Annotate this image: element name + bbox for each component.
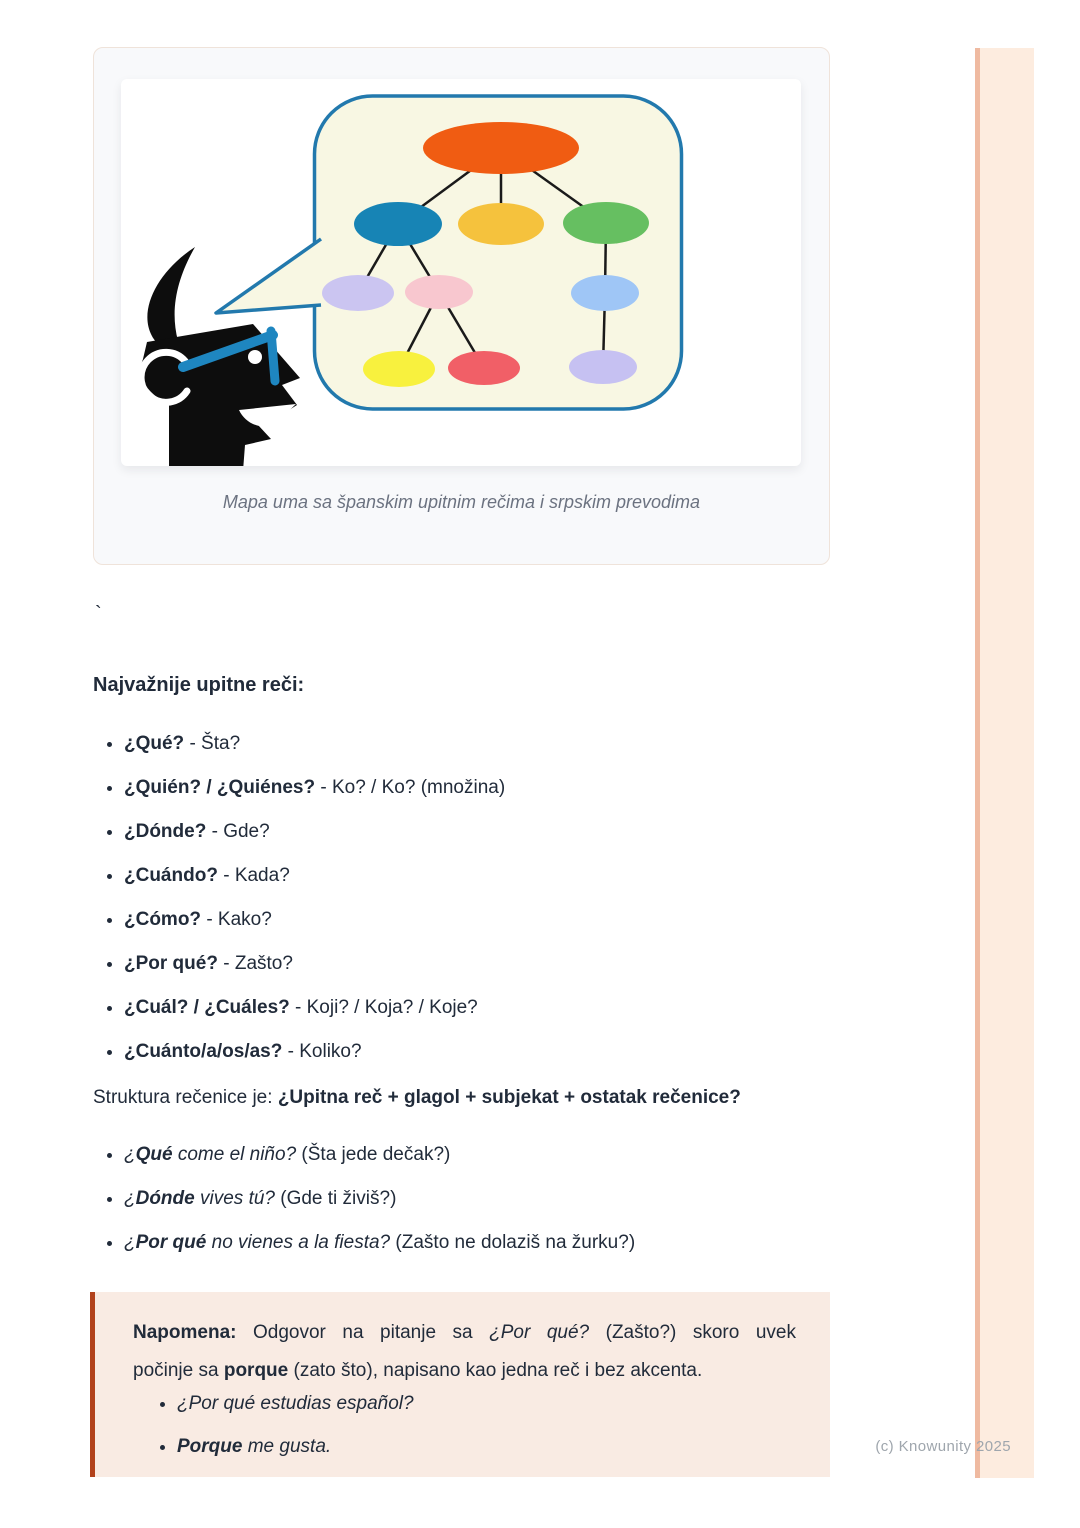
list-item: • ¿Por qué no vienes a la fiesta? (Zašto ne dolaziš na žurku?) bbox=[124, 1232, 813, 1254]
note-callout bbox=[90, 1292, 830, 1477]
note-line-1: Napomena: Odgovor na pitanje sa ¿Por qué? (Zašto?) skoro uvek bbox=[133, 1322, 796, 1343]
side-stripe-panel bbox=[980, 48, 1034, 1478]
sentence-structure-line: Struktura rečenice je: ¿Upitna reč + glagol + subjekat + ostatak rečenice? bbox=[93, 1087, 741, 1108]
question-words-list bbox=[93, 733, 813, 1085]
list-item: • ¿Dónde? - Gde? bbox=[124, 821, 813, 843]
stray-backtick: ` bbox=[95, 603, 102, 625]
mindmap-illustration bbox=[121, 79, 801, 466]
list-item: • ¿Quién? / ¿Quiénes? - Ko? / Ko? (množina) bbox=[124, 777, 813, 799]
figure-caption: Mapa uma sa španskim upitnim rečima i srpskim prevodima bbox=[222, 492, 701, 512]
copyright-watermark: (c) Knowunity 2025 bbox=[875, 1438, 1011, 1455]
mindmap-node-green bbox=[563, 202, 649, 244]
note-text bbox=[133, 1314, 796, 1390]
list-item: • ¿Por qué estudias español? bbox=[177, 1394, 796, 1413]
note-list bbox=[133, 1394, 796, 1456]
section-heading: Najvažnije upitne reči: bbox=[93, 674, 305, 696]
list-item: • ¿Qué come el niño? (Šta jede dečak?) bbox=[124, 1144, 813, 1166]
list-item: • ¿Cuál? / ¿Cuáles? - Koji? / Koja? / Koje? bbox=[124, 997, 813, 1019]
mindmap-node-gold bbox=[458, 203, 544, 245]
list-item: • Porque me gusta. bbox=[177, 1437, 796, 1456]
eye bbox=[248, 350, 262, 364]
figure-image bbox=[121, 79, 801, 466]
mindmap-node-yellow bbox=[363, 351, 435, 387]
figure-card bbox=[93, 47, 830, 565]
list-item: • ¿Qué? - Šta? bbox=[124, 733, 813, 755]
list-item: • ¿Por qué? - Zašto? bbox=[124, 953, 813, 975]
glasses-arm bbox=[271, 331, 275, 381]
hair-spike bbox=[147, 247, 195, 350]
mindmap-node-blue bbox=[354, 202, 442, 246]
mindmap-node-light-blue bbox=[571, 275, 639, 311]
mindmap-node-lavender-bottom bbox=[569, 350, 637, 384]
list-item: • ¿Cómo? - Kako? bbox=[124, 909, 813, 931]
list-item: • ¿Cuánto/a/os/as? - Koliko? bbox=[124, 1041, 813, 1063]
examples-list bbox=[93, 1144, 813, 1276]
mindmap-node-lavender-left bbox=[322, 275, 394, 311]
list-item: • ¿Dónde vives tú? (Gde ti živiš?) bbox=[124, 1188, 813, 1210]
note-line-2: počinje sa porque (zato što), napisano kao jedna reč i bez akcenta. bbox=[133, 1360, 703, 1381]
mindmap-node-red bbox=[448, 351, 520, 385]
mindmap-node-root-orange bbox=[423, 122, 579, 174]
list-item: • ¿Cuándo? - Kada? bbox=[124, 865, 813, 887]
mindmap-node-pink bbox=[405, 275, 473, 309]
